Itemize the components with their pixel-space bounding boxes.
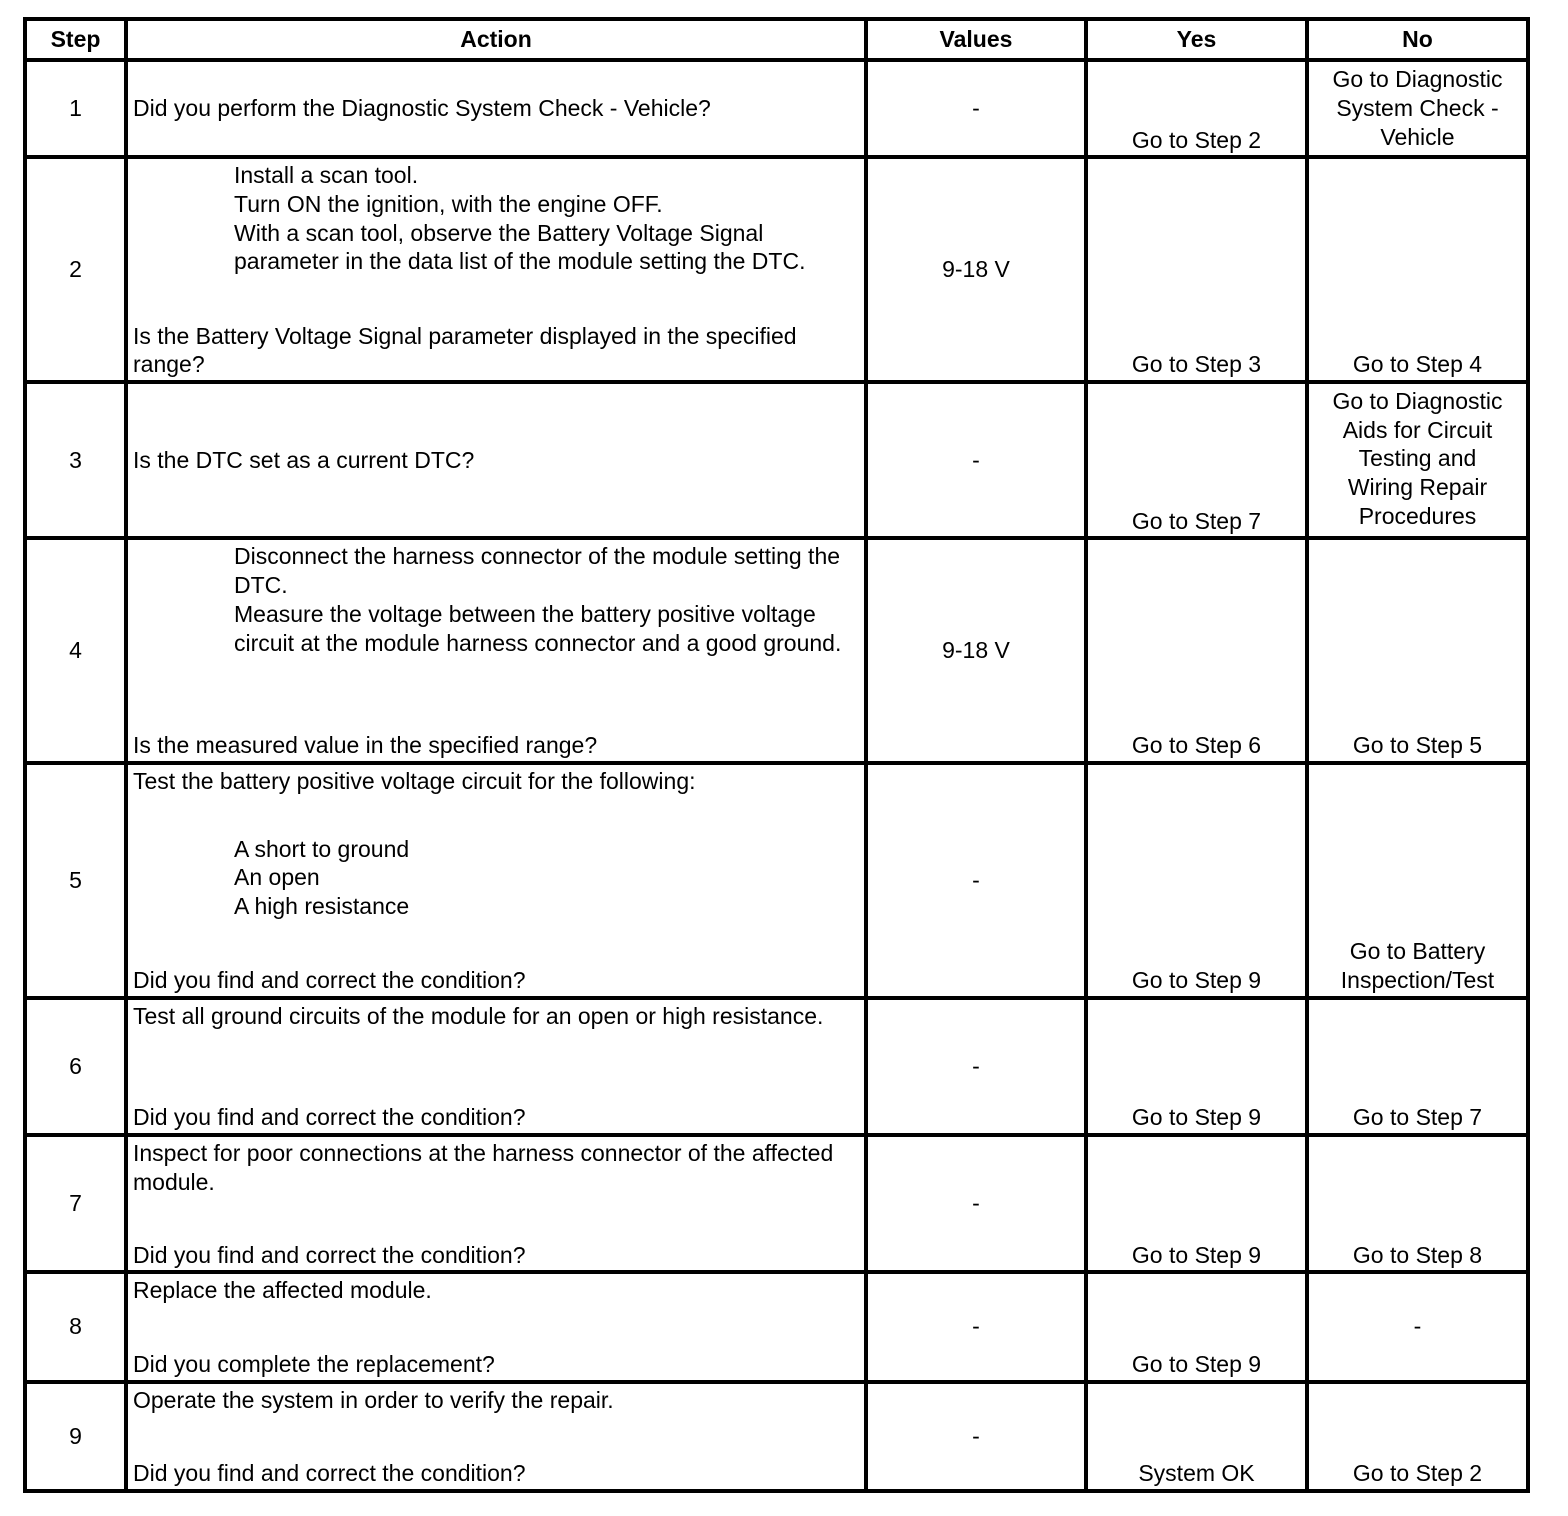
step-number: 9 — [69, 1422, 82, 1449]
no-cell: - — [1413, 1313, 1422, 1340]
yes-cell: System OK — [1138, 1460, 1255, 1487]
step-number: 7 — [69, 1190, 82, 1217]
action-question: Is the measured value in the specified range? — [133, 732, 598, 759]
yes-cell: Go to Step 3 — [1131, 351, 1262, 378]
action-intro: Inspect for poor connections at the harness connector of the affected module. — [133, 1139, 834, 1195]
table-row — [25, 60, 1528, 157]
action-substep: A high resistance — [234, 893, 410, 920]
table-row — [25, 1272, 1528, 1381]
no-cell: Go to Diagnostic System Check - Vehicle — [1332, 66, 1503, 150]
action-question: Did you find and correct the condition? — [133, 1460, 526, 1487]
action-intro: Operate the system in order to verify the repair. — [133, 1386, 614, 1413]
action-substep: An open — [234, 864, 320, 891]
header-step: Step — [25, 19, 126, 60]
step-number: 2 — [69, 256, 82, 283]
action-question: Did you find and correct the condition? — [133, 1241, 526, 1268]
table-row — [25, 1135, 1528, 1272]
values-cell: - — [972, 1190, 980, 1217]
action-question: Is the Battery Voltage Signal parameter displayed in the specified range? — [133, 322, 797, 378]
action-substep: A short to ground — [234, 835, 410, 862]
values-cell: - — [972, 1313, 980, 1340]
yes-cell: Go to Step 9 — [1131, 1350, 1262, 1377]
action-text: Did you perform the Diagnostic System Check - Vehicle? — [133, 95, 711, 122]
action-question: Did you complete the replacement? — [133, 1350, 495, 1377]
values-cell: - — [972, 95, 980, 122]
header-action: Action — [126, 19, 866, 60]
action-text: Is the DTC set as a current DTC? — [133, 446, 475, 473]
action-intro: Test the battery positive voltage circuit for the following: — [133, 768, 696, 794]
action-intro: Test all ground circuits of the module for an open or high resistance. — [133, 1002, 824, 1029]
values-cell: - — [972, 446, 980, 473]
diagnostic-table — [23, 17, 1530, 1493]
table-row — [25, 538, 1528, 763]
yes-cell: Go to Step 7 — [1131, 507, 1262, 534]
header-yes: Yes — [1086, 19, 1307, 60]
action-question: Did you find and correct the condition? — [133, 1104, 526, 1131]
values-cell: - — [972, 1422, 980, 1449]
no-cell: Go to Step 7 — [1352, 1104, 1483, 1131]
table-row — [25, 998, 1528, 1135]
step-number: 8 — [69, 1313, 82, 1340]
table-row — [25, 1382, 1528, 1491]
values-cell: 9-18 V — [942, 637, 1010, 664]
header-no: No — [1307, 19, 1528, 60]
step-number: 3 — [69, 446, 82, 473]
table-row — [25, 763, 1528, 998]
step-number: 1 — [69, 95, 82, 122]
yes-cell: Go to Step 9 — [1131, 1241, 1262, 1268]
action-question: Did you find and correct the condition? — [133, 966, 526, 993]
values-cell: - — [972, 866, 980, 893]
action-substep: With a scan tool, observe the Battery Voltage Signal parameter in the data list of the module setting the DTC. — [234, 219, 806, 275]
table-row — [25, 382, 1528, 538]
no-cell: Go to Diagnostic Aids for Circuit Testing and Wiring Repair Procedures — [1332, 387, 1503, 529]
values-cell: - — [972, 1052, 980, 1079]
action-substep: Turn ON the ignition, with the engine OFF. — [234, 191, 663, 218]
yes-cell: Go to Step 9 — [1131, 1104, 1262, 1131]
no-cell: Go to Step 8 — [1352, 1241, 1483, 1268]
yes-cell: Go to Step 2 — [1131, 126, 1262, 153]
action-substep: Install a scan tool. — [234, 162, 419, 189]
header-values: Values — [866, 19, 1086, 60]
values-cell: 9-18 V — [942, 256, 1010, 283]
yes-cell: Go to Step 6 — [1131, 732, 1262, 759]
action-substep: Disconnect the harness connector of the module setting the DTC. — [234, 543, 841, 599]
header-row — [25, 19, 1528, 60]
no-cell: Go to Step 2 — [1352, 1460, 1483, 1487]
table-row — [25, 157, 1528, 382]
no-cell: Go to Battery Inspection/Test — [1340, 938, 1495, 993]
action-intro: Replace the affected module. — [133, 1277, 432, 1304]
no-cell: Go to Step 4 — [1352, 351, 1483, 378]
no-cell: Go to Step 5 — [1352, 732, 1483, 759]
step-number: 6 — [69, 1052, 82, 1079]
action-substep: Measure the voltage between the battery positive voltage circuit at the module harness connector and a good ground. — [234, 600, 842, 656]
yes-cell: Go to Step 9 — [1131, 966, 1262, 993]
step-number: 4 — [69, 637, 82, 664]
step-number: 5 — [69, 866, 82, 893]
